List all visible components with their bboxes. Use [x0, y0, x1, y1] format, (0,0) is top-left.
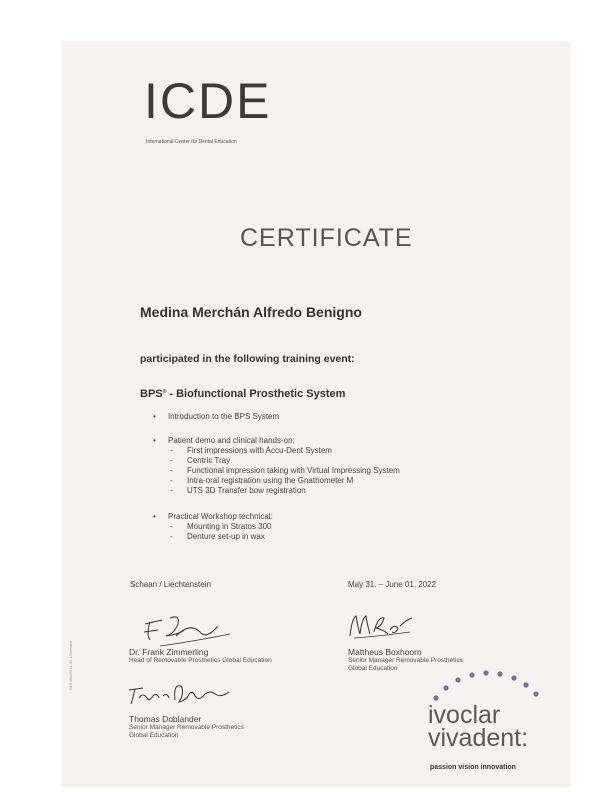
sub-list-item: - Denture set-up in wax: [168, 532, 400, 542]
event-title: [140, 388, 345, 400]
icde-logo-subtitle: International Center für Dental Education: [146, 139, 237, 145]
icde-logo: ICDE: [144, 73, 272, 129]
sub-list: [168, 522, 400, 542]
sub-list: [168, 446, 400, 496]
list-item: • Introduction to the BPS System: [153, 412, 400, 422]
training-items-list: [153, 412, 400, 542]
signature-doblander: [125, 680, 235, 710]
signatory-name: Mattheus Boxhoorn: [348, 647, 422, 657]
signatory-name: Dr. Frank Zimmerling: [129, 647, 209, 657]
list-spacer: [153, 496, 400, 512]
sub-list-item: - Mounting in Stratos 300: [168, 522, 400, 532]
signatory-role: Senior Manager Removable Prosthetics: [129, 724, 244, 731]
sub-list-item: - UTS 3D Transfer bow registration: [168, 486, 400, 496]
signatory-role: Global Education: [348, 665, 398, 672]
signatory-role: Head of Removable Prosthetics Global Education: [129, 657, 272, 664]
document-code: IM/1460/2014-05-13/neutral: [68, 640, 73, 690]
signature-zimmerling: [140, 612, 240, 650]
event-suffix: - Biofunctional Prosthetic System: [166, 388, 346, 400]
event-prefix: BPS: [140, 388, 163, 400]
brand-tagline: passion vision innovation: [430, 764, 516, 771]
registered-mark: ®: [162, 389, 167, 395]
signatory-role: Global Education: [129, 732, 179, 739]
event-location: Schaan / Liechtenstein: [130, 580, 211, 589]
ivoclar-vivadent-logo: [428, 701, 529, 752]
sub-list-item: - First impressions with Accu-Dent System: [168, 446, 400, 456]
event-date: May 31. – June 01. 2022: [348, 580, 437, 589]
brand-line2: vivadent:: [428, 724, 529, 752]
list-spacer: [153, 422, 400, 436]
list-item: • Patient demo and clinical hands-on: - First impressions with Accu-Dent System - Centric Tray - Functional impression taking with Virtual Impressing System - Intra-oral registration using the Gnathometer M - UTS 3D Transfer bow registration: [153, 436, 400, 496]
signature-boxhoorn: [346, 608, 416, 642]
signatory-role: Senior Manager Removable Prosthetics: [348, 657, 463, 664]
list-item: • Practical Workshop technical: - Mounting in Stratos 300 - Denture set-up in wax: [153, 512, 400, 542]
sub-list-item: - Intra-oral registration using the Gnathometer M: [168, 476, 400, 486]
certificate-title: CERTIFICATE: [240, 224, 413, 252]
brand-line1: ivoclar: [428, 701, 501, 729]
recipient-name: Medina Merchán Alfredo Benigno: [140, 304, 362, 320]
sub-list-item: - Centric Tray: [168, 456, 400, 466]
sub-list-item: - Functional impression taking with Virtual Impressing System: [168, 466, 400, 476]
signatory-name: Thomas Doblander: [129, 714, 202, 724]
participation-text: participated in the following training event:: [140, 353, 355, 365]
